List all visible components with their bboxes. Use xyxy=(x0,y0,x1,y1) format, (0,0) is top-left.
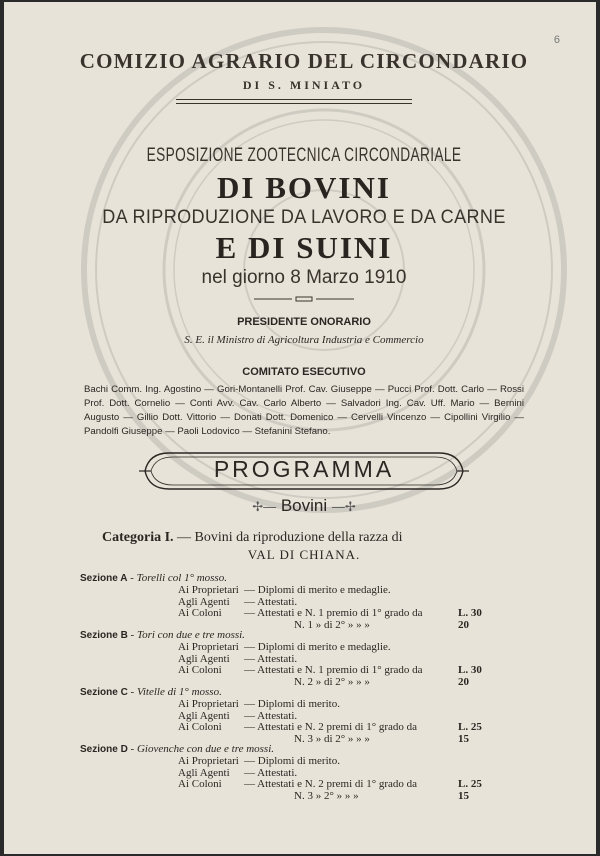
prize-amount: 20 xyxy=(458,618,469,631)
sezione-separator: - xyxy=(127,743,137,755)
prize-description: N. 2 » di 2° » » » xyxy=(294,675,370,688)
header-subtitle: DI S. MINIATO xyxy=(242,78,366,92)
prize-description: — Attestati e N. 2 premi di 1° grado da xyxy=(244,721,418,733)
prize-description: — Attestati. xyxy=(244,766,298,779)
sezione-label: Sezione A xyxy=(80,573,128,584)
page-number-note: 6 xyxy=(553,34,560,46)
prize-recipient: Ai Proprietari xyxy=(178,698,239,710)
sezione-separator: - xyxy=(127,629,137,641)
event-date: nel giorno 8 Marzo 1910 xyxy=(201,267,407,288)
sezione-description: Giovenche con due e tre mossi. xyxy=(136,743,275,755)
sezione-separator: - xyxy=(127,572,137,584)
prize-recipient: Ai Coloni xyxy=(178,607,222,619)
sezione-description: Tori con due e tre mossi. xyxy=(136,629,245,641)
ornament-left-icon: ✢— xyxy=(252,499,277,514)
category-label: Categoria I. xyxy=(102,530,174,545)
prize-amount: 15 xyxy=(458,732,469,745)
prize-recipient: Ai Coloni xyxy=(178,664,222,676)
prize-recipient: Ai Coloni xyxy=(178,778,222,790)
section-heading xyxy=(4,496,596,516)
ornament-right-icon: —✢ xyxy=(331,499,356,514)
prize-description: — Diplomi di merito e medaglie. xyxy=(244,641,391,653)
prize-recipient: Agli Agenti xyxy=(178,709,230,722)
sezione-separator: - xyxy=(127,686,137,698)
sezione-label: Sezione B xyxy=(80,630,128,641)
event-line-4: E DI SUINI xyxy=(215,230,393,265)
prize-recipient: Agli Agenti xyxy=(178,766,230,779)
prize-description: — Diplomi di merito. xyxy=(244,755,340,767)
prize-amount: 20 xyxy=(458,675,469,688)
prize-description: — Attestati e N. 1 premio di 1° grado da xyxy=(244,664,423,676)
prize-recipient: Ai Proprietari xyxy=(178,755,239,767)
comitato-members: Bachi Comm. Ing. Agostino — Gori-Montanelli Prof. Cav. Giuseppe — Pucci Prof. Dott. Carlo — Rossi Prof. Dott. Cornelio — Conti Avv. Cav. Carlo Alberto — Salvadori Ing. Cav. Uff. Mario — Bernini Augusto — Gillio Dott. Vittorio — Donati Dott. Domenico — Cervelli Vincenzo — Cipollini Virgilio — Pandolfi Giuseppe — Paoli Lodovico — Stefanini Stefano. xyxy=(84,384,524,437)
category-text: — Bovini da riproduzione della razza di xyxy=(177,530,403,545)
prize-recipient: Ai Proprietari xyxy=(178,584,239,596)
prize-amount: L. 25 xyxy=(458,721,482,733)
header-title: COMIZIO AGRARIO DEL CIRCONDARIO xyxy=(79,49,529,73)
prize-description: N. 3 » 2° » » » xyxy=(294,789,359,802)
prize-amount: L. 30 xyxy=(458,664,482,676)
presidente-heading: PRESIDENTE ONORARIO xyxy=(237,316,371,328)
prize-description: N. 3 » di 2° » » » xyxy=(294,732,370,745)
category-text-2: VAL DI CHIANA. xyxy=(247,547,361,562)
sezione-description: Torelli col 1° mosso. xyxy=(136,572,227,584)
header-rule-thin xyxy=(176,103,412,104)
prize-description: — Attestati. xyxy=(244,595,298,608)
prize-recipient: Ai Proprietari xyxy=(178,641,239,653)
sezione-description: Vitelle di 1° mosso. xyxy=(136,686,222,698)
ornament-divider xyxy=(254,296,354,302)
document-sheet xyxy=(4,2,596,854)
prize-description: — Diplomi di merito e medaglie. xyxy=(244,584,391,596)
event-line-1: ESPOSIZIONE ZOOTECNICA CIRCONDARIALE xyxy=(146,145,462,166)
prize-recipient: Agli Agenti xyxy=(178,652,230,665)
sezione-heading xyxy=(80,743,274,755)
prize-description: — Attestati e N. 1 premio di 1° grado da xyxy=(244,607,423,619)
sezione-label: Sezione D xyxy=(80,744,128,755)
prize-description: — Attestati e N. 2 premi di 1° grado da xyxy=(244,778,418,790)
prize-amount: L. 25 xyxy=(458,778,482,790)
prize-description: — Diplomi di merito. xyxy=(244,698,340,710)
sezione-heading xyxy=(80,686,222,698)
prize-recipient: Agli Agenti xyxy=(178,595,230,608)
event-line-3: DA RIPRODUZIONE DA LAVORO E DA CARNE xyxy=(102,207,506,228)
sezione-heading xyxy=(80,572,227,584)
prize-description: N. 1 » di 2° » » » xyxy=(294,618,370,631)
sezione-label: Sezione C xyxy=(80,687,128,698)
prize-description: — Attestati. xyxy=(244,652,298,665)
sezione-heading xyxy=(80,629,245,641)
category-line xyxy=(102,530,403,546)
comitato-heading: COMITATO ESECUTIVO xyxy=(242,366,366,378)
prize-recipient: Ai Coloni xyxy=(178,721,222,733)
event-line-2: DI BOVINI xyxy=(217,170,391,205)
header-rule xyxy=(176,99,412,100)
prize-amount: 15 xyxy=(458,789,469,802)
section-title: Bovini xyxy=(280,496,328,515)
programma-title: PROGRAMMA xyxy=(213,456,395,482)
prize-amount: L. 30 xyxy=(458,607,482,619)
prize-description: — Attestati. xyxy=(244,709,298,722)
presidente-name: S. E. il Ministro di Agricoltura Industria e Commercio xyxy=(184,334,424,346)
